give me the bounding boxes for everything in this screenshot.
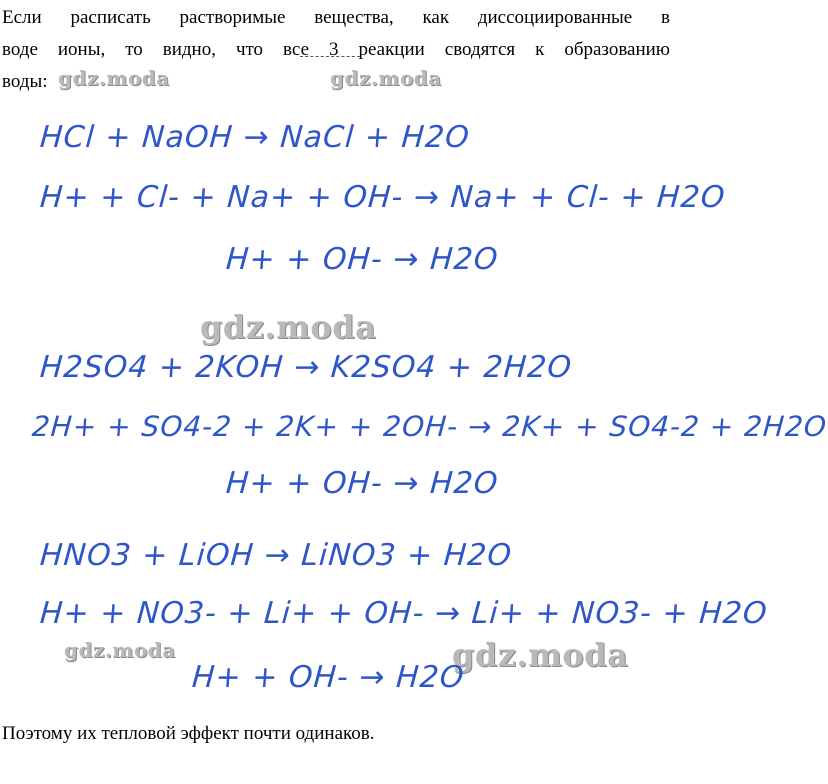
reaction-2-full-ionic: 2H+ + SO4-2 + 2K+ + 2OH- → 2K+ + SO4-2 + 2H2O	[30, 410, 828, 443]
watermark: gdz.moda	[58, 66, 170, 90]
intro-line-1: Если расписать растворимые вещества, как диссоциированные в	[2, 7, 670, 28]
handwritten-underline	[300, 56, 360, 57]
conclusion-text: Поэтому их тепловой эффект почти одинаков.	[2, 723, 375, 744]
watermark: gdz.moda	[330, 66, 442, 90]
reaction-3-full-ionic: H+ + NO3- + Li+ + OH- → Li+ + NO3- + H2O	[38, 596, 769, 631]
watermark: gdz.moda	[452, 636, 629, 674]
reaction-3-short-ionic: H+ + OH- → H2O	[190, 660, 466, 695]
intro-line-3: воды:	[2, 71, 48, 92]
reaction-1-molecular: HCl + NaOH → NaCl + H2O	[38, 120, 472, 155]
reaction-2-molecular: H2SO4 + 2KOH → K2SO4 + 2H2O	[38, 350, 574, 385]
watermark: gdz.moda	[200, 308, 377, 346]
watermark: gdz.moda	[64, 638, 176, 662]
intro-line-2: воде ионы, то видно, что все 3 реакции сводятся к образованию	[2, 39, 670, 60]
reaction-1-short-ionic: H+ + OH- → H2O	[224, 242, 500, 277]
reaction-2-short-ionic: H+ + OH- → H2O	[224, 466, 500, 501]
reaction-1-full-ionic: H+ + Cl- + Na+ + OH- → Na+ + Cl- + H2O	[38, 180, 727, 215]
reaction-3-molecular: HNO3 + LiOH → LiNO3 + H2O	[38, 538, 514, 573]
